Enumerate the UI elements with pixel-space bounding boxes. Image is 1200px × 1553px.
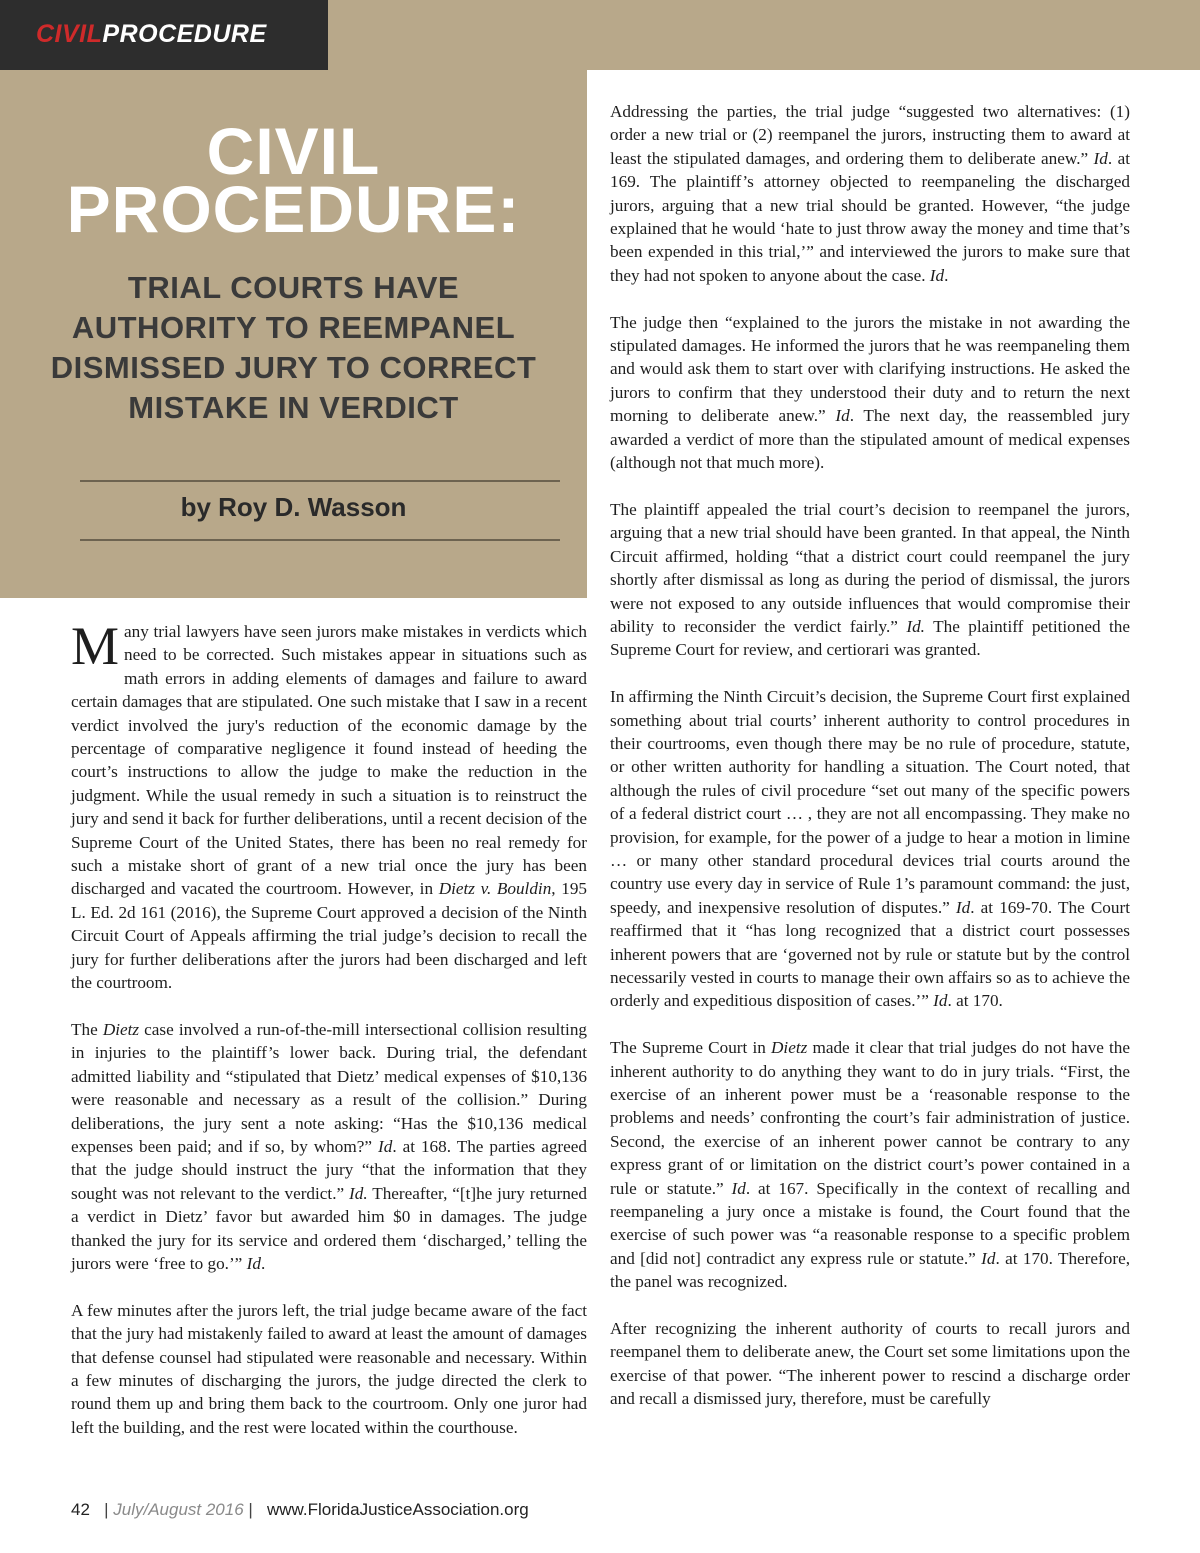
text-run: . at 167. Specifically in the context of recalling and reempaneling a jury once a mistake is found, the Court found that the exercise of such power was “a reasonable response to a specific problem and [did not] contradict any express rule or statute.” — [610, 1178, 1130, 1268]
subtitle-line: MISTAKE IN VERDICT — [128, 390, 459, 425]
text-run: . at 169. The plaintiff’s attorney objected to reempaneling the discharged jurors, arguing that a new trial should be granted. However, “the judge explained that he would ‘hate to just throw away the money and time that’s been expended in this trial,’” and interviewed the jurors to make sure that they had not spoken to anyone about the case. — [610, 148, 1130, 285]
citation: Id — [246, 1253, 261, 1273]
title-line: CIVIL — [206, 114, 381, 188]
text-run: . at 170. Therefore, the panel was recognized. — [610, 1248, 1130, 1292]
paragraph: A few minutes after the jurors left, the trial judge became aware of the fact that the jury had mistakenly failed to award at least the amount of damages that defense counsel had stipulated were reasonable and necessary. Within a few minutes of discharging the jurors, the judge directed the clerk to round them up and bring them back to the courtroom. Only one juror had left the building, and the rest were located within the courthouse. — [71, 1300, 587, 1437]
citation: Id — [933, 991, 948, 1011]
paragraph — [71, 1018, 587, 1275]
byline: by Roy D. Wasson — [180, 492, 407, 522]
paragraph: After recognizing the inherent authority of courts to recall jurors and reempanel them to deliberate anew, the Court set some limitations upon the exercise of that power. “The inherent power to rescind a discharge order and recall a dismissed jury, therefore, must be carefully — [610, 1319, 1130, 1409]
footer-separator: | — [104, 1500, 109, 1519]
text-run: The Supreme Court in — [610, 1038, 771, 1058]
section-label-civil: CIVIL — [36, 20, 103, 48]
article-title — [0, 114, 587, 246]
paragraph — [610, 311, 1130, 475]
paragraph — [71, 616, 588, 995]
text-run: any trial lawyers have seen jurors make mistakes in verdicts which need to be corrected. Such mistakes appear in situations such as math errors in adding elements of damages and failure to award certain damages that are stipulated. One such mistake that I saw in a recent verdict involved the jury's reduction of the economic damage by the percentage of comparative negligence it found instead of heeding the court’s instructions to allow the judge to make the reduction in the judgment. While the usual remedy in such a situation is to reinstruct the jury and send it back for further deliberations, until a recent decision of the Supreme Court of the United States, there has been no real remedy for such a mistake short of grant of a new trial once the jury has been discharged and vacated the courtroom. However, in — [71, 622, 587, 899]
text-run: The judge then “explained to the jurors the mistake in not awarding the stipulated damages. He informed the jurors that he was reempaneling them and would ask them to start over with clarifying instructions. He asked the jurors to confirm that they understood their duty and to return the next morning to deliberate anew.” — [610, 312, 1130, 426]
footer-separator: | — [248, 1500, 253, 1519]
article-column-right — [610, 100, 1130, 1411]
citation: Id — [731, 1178, 746, 1198]
text-run: The — [71, 1019, 103, 1039]
subtitle-line: AUTHORITY TO REEMPANEL — [71, 310, 516, 345]
text-run: , 195 L. Ed. 2d 161 (2016), the Supreme Court approved a decision of the Ninth Circuit Court of Appeals affirming the trial judge’s decision to recall the jury for further deliberations after the jurors had been discharged and left the courtroom. — [71, 879, 588, 993]
citation: Id. — [349, 1183, 368, 1203]
citation: Id — [377, 1136, 393, 1156]
title-line: PROCEDURE: — [66, 172, 521, 246]
paragraph — [610, 498, 1130, 662]
citation: Id. — [906, 616, 925, 636]
text-run: . — [944, 265, 949, 285]
citation: Id — [835, 406, 850, 426]
title-panel — [0, 70, 587, 598]
page-footer — [71, 1500, 529, 1520]
case-name: Dietz — [102, 1019, 140, 1039]
paragraph — [610, 100, 1130, 287]
text-run: Thereafter, “[t]he jury returned a verdict in Dietz’ favor but awarded him $0 in damages. The judge thanked the jury for its service and ordered them ‘discharged,’ telling the jurors were ‘free to go.’” — [71, 1183, 588, 1273]
text-run: The plaintiff appealed the trial court’s decision to reempanel the jurors, arguing that a new trial should have been granted. In that appeal, the Ninth Circuit affirmed, holding “that a district court could reempanel the jury shortly after dismissal as long as during the period of dismissal, the jurors were not exposed to any outside influences that would compromise their ability to reconsider the verdict fairly.” — [610, 499, 1130, 636]
case-name: Dietz v. Bouldin — [438, 879, 552, 899]
text-run: case involved a run-of-the-mill intersectional collision resulting in injuries to the plaintiff’s lower back. During trial, the defendant admitted liability and “stipulated that Dietz’ medical expenses of $10,136 were reasonable and necessary as a result of the collision.” During deliberations, the jury sent a note asking: “Has the $10,136 medical expenses been paid; and if so, by whom?” — [71, 1019, 588, 1156]
citation: Id — [929, 265, 945, 285]
text-run: In affirming the Ninth Circuit’s decision, the Supreme Court first explained something about trial courts’ inherent authority to control procedures in their courtrooms, even though there may be no rule of procedure, statute, or other written authority for handling a situation. The Court noted, that although the rules of civil procedure “set out many of the specific powers of a federal district court … , they are not all encompassing. They make no provision, for example, for the power of a judge to hear a motion in limine … or many other standard procedural devices trial courts around the country use every day in service of Rule 1’s paramount command: the just, speedy, and inexpensive resolution of disputes.” — [610, 687, 1130, 917]
drop-cap: M — [71, 616, 120, 676]
issue-date: July/August 2016 — [113, 1500, 244, 1519]
paragraph — [610, 1036, 1130, 1293]
citation: Id — [955, 897, 971, 917]
website-link[interactable]: www.FloridaJusticeAssociation.org — [267, 1500, 529, 1519]
text-run: . at 170. — [947, 991, 1003, 1011]
text-run: . at 168. The parties agreed that the judge should instruct the jury “that the information that they sought was not relevant to the verdict.” — [71, 1136, 587, 1203]
section-label — [0, 0, 328, 70]
text-run: The plaintiff petitioned the Supreme Court for review, and certiorari was granted. — [610, 616, 1131, 660]
article-column-left — [71, 616, 588, 1439]
case-name: Dietz — [771, 1038, 808, 1058]
section-label-procedure: PROCEDURE — [102, 20, 267, 48]
subtitle-line: DISMISSED JURY TO CORRECT — [50, 350, 537, 385]
text-run: . at 169-70. The Court reaffirmed that it “has long recognized that a district court possesses inherent powers that are ‘governed not by rule or statute but by the control necessarily vested in courts to manage their own affairs so as to achieve the orderly and expeditious disposition of cases.’” — [610, 897, 1130, 1011]
page-number: 42 — [71, 1500, 90, 1519]
citation: Id — [1093, 148, 1108, 168]
text-run: . — [260, 1253, 266, 1273]
subtitle-line: TRIAL COURTS HAVE — [127, 270, 460, 305]
text-run: Addressing the parties, the trial judge “suggested two alternatives: (1) order a new trial or (2) reempanel the jurors, instructing them to award at least the stipulated damages, and ordering them to deliberate anew.” — [610, 102, 1130, 168]
byline-divider-bottom — [80, 539, 560, 541]
citation: Id — [981, 1248, 996, 1268]
article-subtitle — [10, 268, 577, 428]
text-run: . The next day, the reassembled jury awarded a verdict of more than the stipulated amount of medical expenses (although not that much more). — [610, 406, 1130, 473]
paragraph — [610, 685, 1130, 1013]
byline-divider-top — [80, 480, 560, 482]
text-run: made it clear that trial judges do not have the inherent authority to do anything they want to do in jury trials. “First, the exercise of an inherent power must be a ‘reasonable response to the problems and needs’ confronting the court’s fair administration of justice. Second, the exercise of an inherent power cannot be contrary to any express grant of or limitation on the district court’s power contained in a rule or statute.” — [610, 1038, 1130, 1198]
